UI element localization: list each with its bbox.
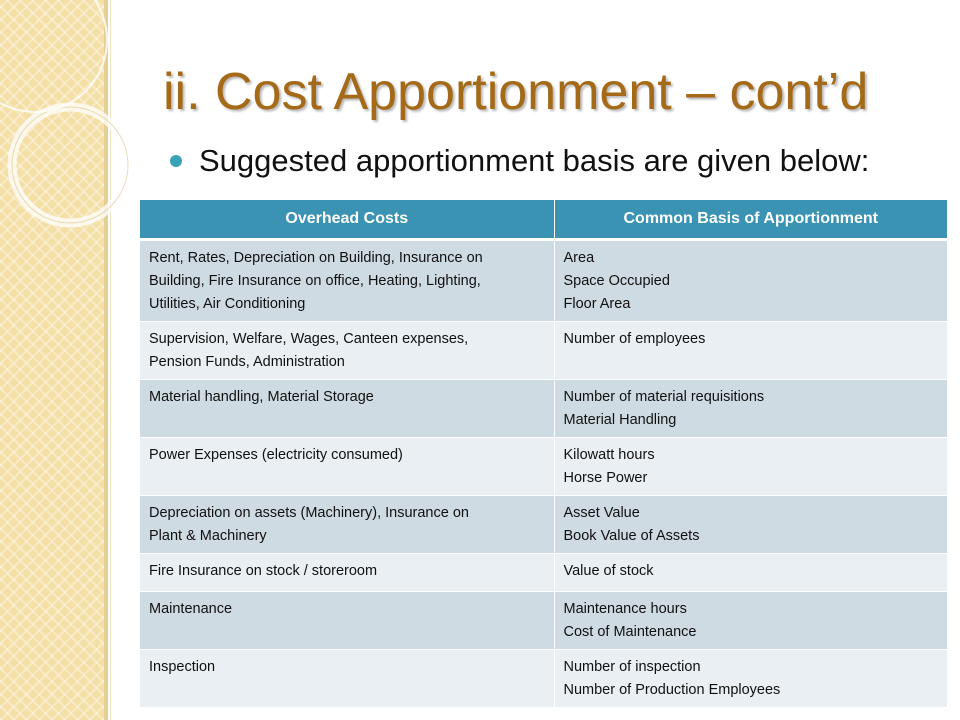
- overhead-cost-line: Supervision, Welfare, Wages, Canteen expenses,: [149, 331, 469, 347]
- basis-line: Value of stock: [563, 563, 654, 579]
- overhead-cost-line: Power Expenses (electricity consumed): [149, 447, 403, 463]
- overhead-cost-cell: [140, 554, 554, 592]
- overhead-cost-line: Depreciation on assets (Machinery), Insurance on: [149, 505, 469, 521]
- table-row: [140, 380, 947, 438]
- basis-line: Number of inspection: [563, 659, 701, 675]
- slide-title: ii. Cost Apportionment – cont’d: [163, 63, 869, 121]
- overhead-cost-line: Fire Insurance on stock / storeroom: [149, 563, 378, 579]
- apportionment-basis-cell: [554, 240, 947, 322]
- overhead-cost-line: Building, Fire Insurance on office, Heating, Lighting,: [149, 273, 481, 289]
- table-row: [140, 554, 947, 592]
- apportionment-basis-cell: [554, 380, 947, 438]
- basis-line: Number of material requisitions: [563, 389, 765, 405]
- basis-line: Kilowatt hours: [563, 447, 655, 463]
- overhead-cost-cell: [140, 496, 554, 554]
- side-strip-edge-line: [110, 0, 111, 720]
- overhead-cost-line: Material handling, Material Storage: [149, 389, 374, 405]
- overhead-cost-line: Utilities, Air Conditioning: [149, 296, 306, 312]
- basis-line: Horse Power: [563, 470, 648, 486]
- table-row: [140, 438, 947, 496]
- overhead-cost-line: Plant & Machinery: [149, 528, 267, 544]
- basis-line: Number of employees: [563, 331, 706, 347]
- basis-line: Maintenance hours: [563, 601, 687, 617]
- table-header-row: [140, 200, 947, 240]
- bullet-text: Suggested apportionment basis are given below:: [199, 143, 870, 178]
- bullet-dot-icon: [170, 155, 182, 167]
- basis-line: Number of Production Employees: [563, 682, 781, 698]
- overhead-cost-cell: [140, 322, 554, 380]
- table-row: [140, 592, 947, 650]
- overhead-cost-line: Rent, Rates, Depreciation on Building, Insurance on: [149, 250, 483, 266]
- basis-line: Material Handling: [563, 412, 677, 428]
- overhead-cost-cell: [140, 438, 554, 496]
- basis-line: Space Occupied: [563, 273, 670, 289]
- apportionment-basis-cell: [554, 496, 947, 554]
- decorative-side-strip: [0, 0, 104, 720]
- bullet-item: [170, 143, 869, 179]
- table-row: [140, 240, 947, 322]
- table-row: [140, 322, 947, 380]
- apportionment-basis-cell: [554, 438, 947, 496]
- apportionment-basis-cell: [554, 554, 947, 592]
- basis-line: Area: [563, 250, 595, 266]
- apportionment-basis-cell: [554, 322, 947, 380]
- apportionment-table: [140, 200, 947, 708]
- header-common-basis: Common Basis of Apportionment: [554, 200, 947, 240]
- overhead-cost-cell: [140, 240, 554, 322]
- apportionment-basis-cell: [554, 592, 947, 650]
- apportionment-basis-cell: [554, 650, 947, 708]
- overhead-cost-cell: [140, 592, 554, 650]
- overhead-cost-line: Inspection: [149, 659, 216, 675]
- table-body: [140, 240, 947, 708]
- overhead-cost-cell: [140, 650, 554, 708]
- overhead-cost-line: Pension Funds, Administration: [149, 354, 345, 370]
- header-overhead-costs: Overhead Costs: [140, 200, 554, 240]
- overhead-cost-cell: [140, 380, 554, 438]
- side-strip-edge: [104, 0, 108, 720]
- basis-line: Floor Area: [563, 296, 631, 312]
- basis-line: Asset Value: [563, 505, 640, 521]
- overhead-cost-line: Maintenance: [149, 601, 233, 617]
- table-row: [140, 650, 947, 708]
- basis-line: Book Value of Assets: [563, 528, 700, 544]
- basis-line: Cost of Maintenance: [563, 624, 697, 640]
- table-row: [140, 496, 947, 554]
